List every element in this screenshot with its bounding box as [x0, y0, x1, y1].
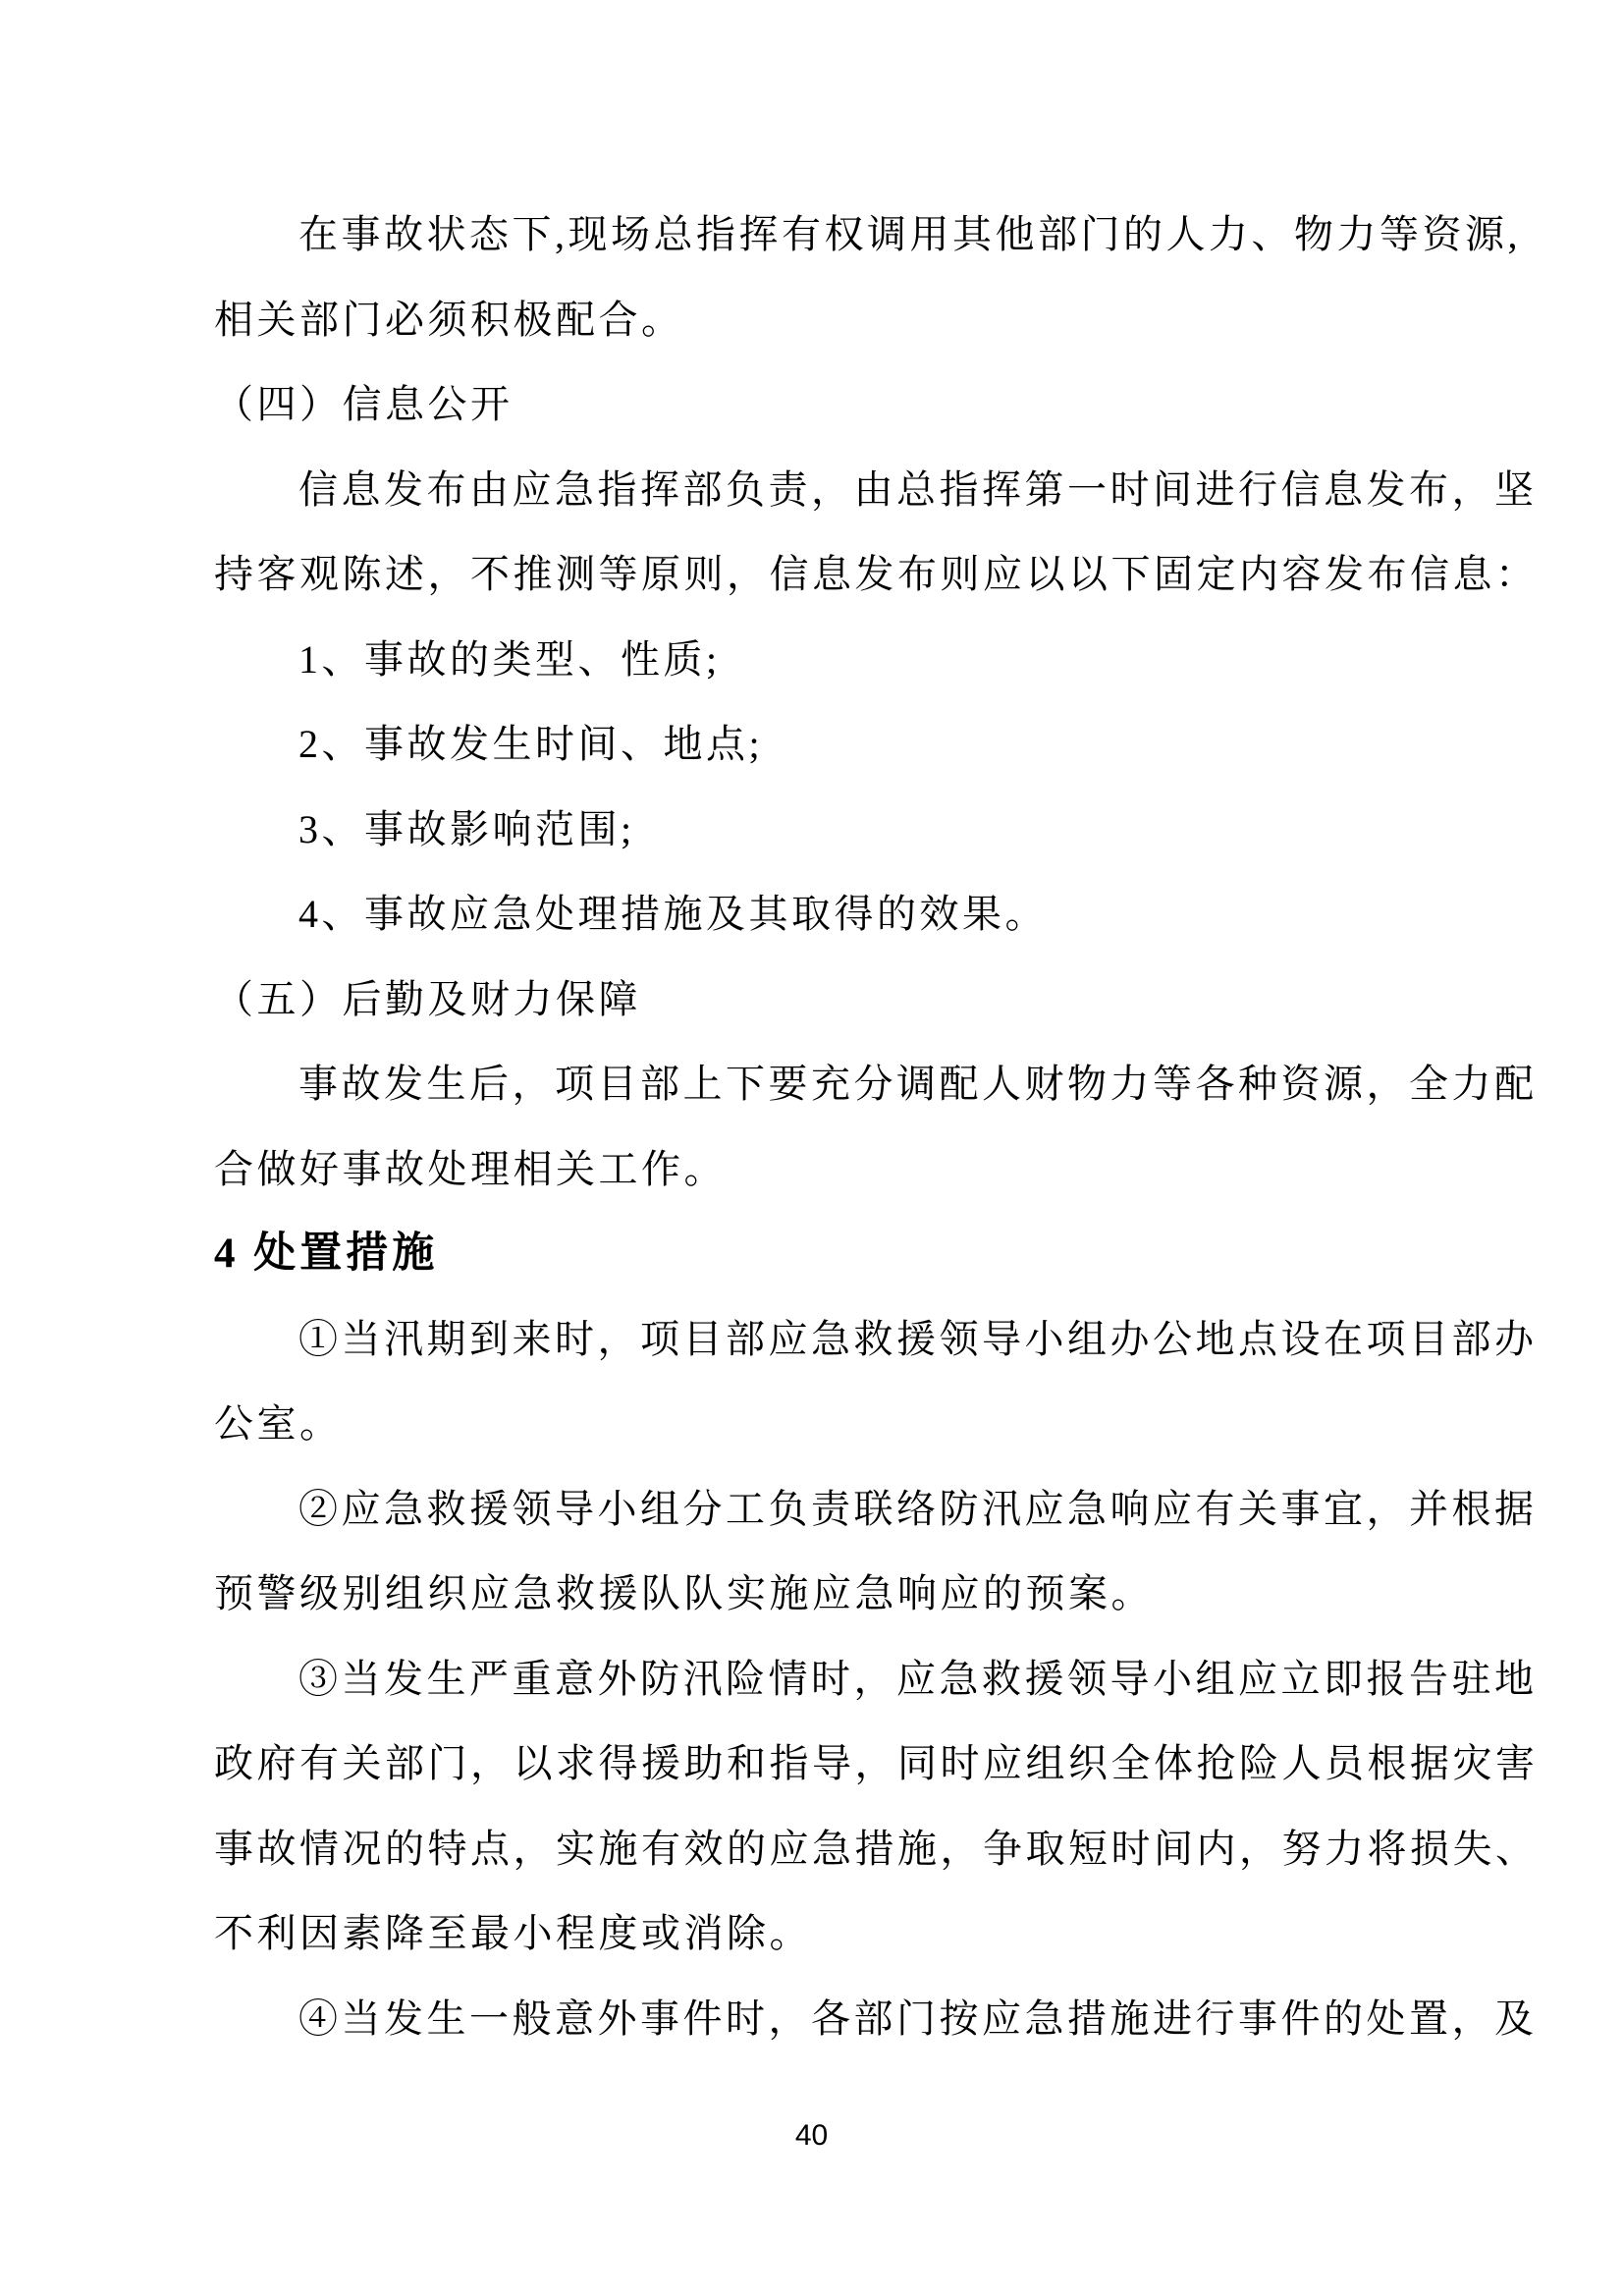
text-line: 政府有关部门，以求得援助和指导，同时应组织全体抢险人员根据灾害	[214, 1741, 1539, 1785]
list-item-3: 3、事故影响范围;	[298, 806, 635, 851]
text-line: 相关部门必须积极配合。	[214, 297, 684, 342]
list-item-1: 1、事故的类型、性质;	[298, 636, 721, 682]
list-item-4: 4、事故应急处理措施及其取得的效果。	[298, 892, 1048, 936]
text-line: 不利因素降至最小程度或消除。	[214, 1911, 812, 1955]
text-line: 事故情况的特点，实施有效的应急措施，争取短时间内，努力将损失、	[214, 1826, 1539, 1871]
text-line: 合做好事故处理相关工作。	[214, 1146, 727, 1191]
text-line: 在事故状态下,现场总指挥有权调用其他部门的人力、物力等资源,	[298, 212, 1521, 256]
section-heading-four: （四）信息公开	[214, 382, 514, 426]
chapter-heading-disposal-measures: 4 处置措施	[214, 1230, 439, 1277]
text-line: ③当发生严重意外防汛险情时，应急救援领导小组应立即报告驻地	[298, 1656, 1538, 1701]
text-line: 信息发布由应急指挥部负责，由总指挥第一时间进行信息发布，坚	[298, 466, 1538, 512]
list-item-2: 2、事故发生时间、地点;	[298, 722, 764, 766]
text-line: 公室。	[214, 1401, 343, 1446]
document-body	[214, 192, 1539, 2061]
text-line: ④当发生一般意外事件时，各部门按应急措施进行事件的处置，及	[298, 1995, 1538, 2041]
page-number: 40	[794, 2119, 829, 2152]
text-line: 事故发生后，项目部上下要充分调配人财物力等各种资源，全力配	[298, 1062, 1538, 1106]
text-line: ①当汛期到来时，项目部应急救援领导小组办公地点设在项目部办	[298, 1316, 1538, 1361]
section-heading-five: （五）后勤及财力保障	[214, 976, 641, 1021]
text-line: 预警级别组织应急救援队队实施应急响应的预案。	[214, 1571, 1154, 1615]
text-line: ②应急救援领导小组分工负责联络防汛应急响应有关事宜，并根据	[298, 1486, 1538, 1531]
text-line: 持客观陈述，不推测等原则，信息发布则应以以下固定内容发布信息：	[214, 552, 1539, 596]
